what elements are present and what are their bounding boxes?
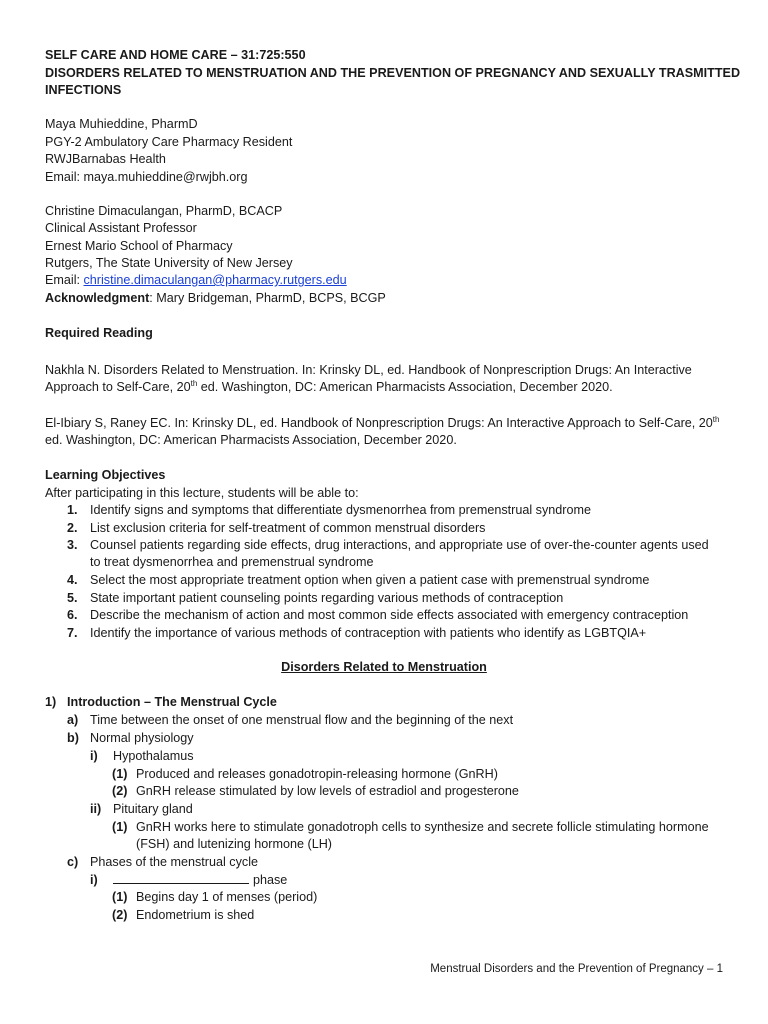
objective-number: 6. <box>67 608 78 622</box>
outline-item <box>45 694 277 711</box>
outline-text: Produced and releases gonadotropin-releasing hormone (GnRH) <box>136 767 498 781</box>
document-title-line1: DISORDERS RELATED TO MENSTRUATION AND THE PREVENTION OF PREGNANCY AND SEXUALLY TRASMITTED <box>45 66 741 80</box>
objective-text: Identify signs and symptoms that differentiate dysmenorrhea from premenstrual syndrome <box>90 503 591 517</box>
outline-text: Time between the onset of one menstrual flow and the beginning of the next <box>90 713 514 727</box>
outline-text: GnRH release stimulated by low levels of estradiol and progesterone <box>136 784 519 798</box>
author2-name: Christine Dimaculangan, PharmD, BCACP <box>45 204 283 218</box>
objective-text: Counsel patients regarding side effects, drug interactions, and appropriate use of over-the-counter agents used <box>90 538 709 552</box>
outline-text: Pituitary gland <box>113 802 193 816</box>
objective-number: 5. <box>67 591 78 605</box>
outline-item <box>112 907 254 924</box>
outline-number: ii) <box>90 802 102 816</box>
author1-email: Email: maya.muhieddine@rwjbh.org <box>45 170 248 184</box>
objective-text: Identify the importance of various methods of contraception with patients who identify as LGBTQIA+ <box>90 626 647 640</box>
objective-text: State important patient counseling points regarding various methods of contraception <box>90 591 564 605</box>
outline-number: b) <box>67 731 79 745</box>
outline-number: (1) <box>112 820 128 834</box>
reference1-text: Approach to Self-Care, 20 <box>45 380 191 394</box>
outline-item <box>90 748 194 765</box>
objective-text: to treat dysmenorrhea and premenstrual syndrome <box>90 555 374 569</box>
course-code: SELF CARE AND HOME CARE – 31:725:550 <box>45 48 306 62</box>
learning-objectives-heading: Learning Objectives <box>45 468 166 482</box>
outline-item <box>112 783 519 800</box>
outline-number: (2) <box>112 784 128 798</box>
acknowledgment-label: Acknowledgment <box>45 291 150 305</box>
acknowledgment-line <box>45 290 386 307</box>
outline-text: phase <box>253 873 288 887</box>
objective-text: Describe the mechanism of action and most common side effects associated with emergency contraception <box>90 608 689 622</box>
reference1-sup: th <box>190 378 198 388</box>
outline-number: (1) <box>112 890 128 904</box>
author1-name: Maya Muhieddine, PharmD <box>45 117 198 131</box>
outline-item <box>112 889 317 906</box>
acknowledgment-text: : Mary Bridgeman, PharmD, BCPS, BCGP <box>149 291 386 305</box>
objective-item <box>67 554 374 571</box>
objective-text: List exclusion criteria for self-treatment of common menstrual disorders <box>90 521 486 535</box>
author2-school: Ernest Mario School of Pharmacy <box>45 239 233 253</box>
outline-item <box>90 801 193 818</box>
objective-item <box>67 607 688 624</box>
reference1-line1: Nakhla N. Disorders Related to Menstruation. In: Krinsky DL, ed. Handbook of Nonprescription Drugs: An Interactive <box>45 363 692 377</box>
section-title <box>0 659 768 676</box>
outline-text: Endometrium is shed <box>136 908 255 922</box>
objective-item <box>67 590 563 607</box>
reference2-line1 <box>45 415 719 432</box>
objective-item <box>67 520 485 537</box>
objectives-intro: After participating in this lecture, students will be able to: <box>45 486 359 500</box>
outline-text: GnRH works here to stimulate gonadotroph cells to synthesize and secrete follicle stimulating hormone <box>136 820 709 834</box>
reference2-text: El-Ibiary S, Raney EC. In: Krinsky DL, ed. Handbook of Nonprescription Drugs: An Interactive Approach to Self-Care, 20 <box>45 416 713 430</box>
outline-item <box>90 872 287 889</box>
objective-item <box>67 572 649 589</box>
page-footer: Menstrual Disorders and the Prevention of Pregnancy – 1 <box>430 963 723 975</box>
reference2-sup: th <box>712 414 720 424</box>
outline-number: i) <box>90 749 98 763</box>
objective-item <box>67 537 709 554</box>
author2-email-link[interactable]: christine.dimaculangan@pharmacy.rutgers.edu <box>83 273 347 287</box>
outline-text: Introduction – The Menstrual Cycle <box>67 695 277 709</box>
outline-number: a) <box>67 713 79 727</box>
reference1-tail: ed. Washington, DC: American Pharmacists Association, December 2020. <box>197 380 613 394</box>
outline-text: Phases of the menstrual cycle <box>90 855 258 869</box>
author2-role: Clinical Assistant Professor <box>45 221 197 235</box>
outline-item <box>112 819 709 836</box>
outline-text: Begins day 1 of menses (period) <box>136 890 318 904</box>
outline-item <box>112 836 332 853</box>
author1-role: PGY-2 Ambulatory Care Pharmacy Resident <box>45 135 293 149</box>
outline-text: Normal physiology <box>90 731 194 745</box>
outline-number: 1) <box>45 695 57 709</box>
objective-item <box>67 625 646 642</box>
outline-text: Hypothalamus <box>113 749 194 763</box>
outline-item <box>67 712 513 729</box>
outline-item <box>112 766 498 783</box>
fill-in-blank[interactable] <box>113 872 249 884</box>
reference2-line2: ed. Washington, DC: American Pharmacists Association, December 2020. <box>45 433 457 447</box>
objective-item <box>67 502 591 519</box>
objective-number: 3. <box>67 538 78 552</box>
outline-text: (FSH) and lutenizing hormone (LH) <box>136 837 332 851</box>
author2-university: Rutgers, The State University of New Jersey <box>45 256 293 270</box>
objective-number: 4. <box>67 573 78 587</box>
outline-item <box>67 730 194 747</box>
outline-number: (2) <box>112 908 128 922</box>
reference1-line2 <box>45 379 613 396</box>
section-title-text: Disorders Related to Menstruation <box>281 660 487 674</box>
required-reading-heading: Required Reading <box>45 326 153 340</box>
outline-item <box>67 854 258 871</box>
outline-number: c) <box>67 855 79 869</box>
document-title-line2: INFECTIONS <box>45 83 122 97</box>
author1-org: RWJBarnabas Health <box>45 152 166 166</box>
email-label: Email: <box>45 273 84 287</box>
objective-number: 1. <box>67 503 78 517</box>
objective-number: 7. <box>67 626 78 640</box>
objective-number: 2. <box>67 521 78 535</box>
objective-text: Select the most appropriate treatment option when given a patient case with premenstrual syndrome <box>90 573 650 587</box>
outline-number: i) <box>90 873 98 887</box>
outline-number: (1) <box>112 767 128 781</box>
author2-email-line <box>45 272 347 289</box>
